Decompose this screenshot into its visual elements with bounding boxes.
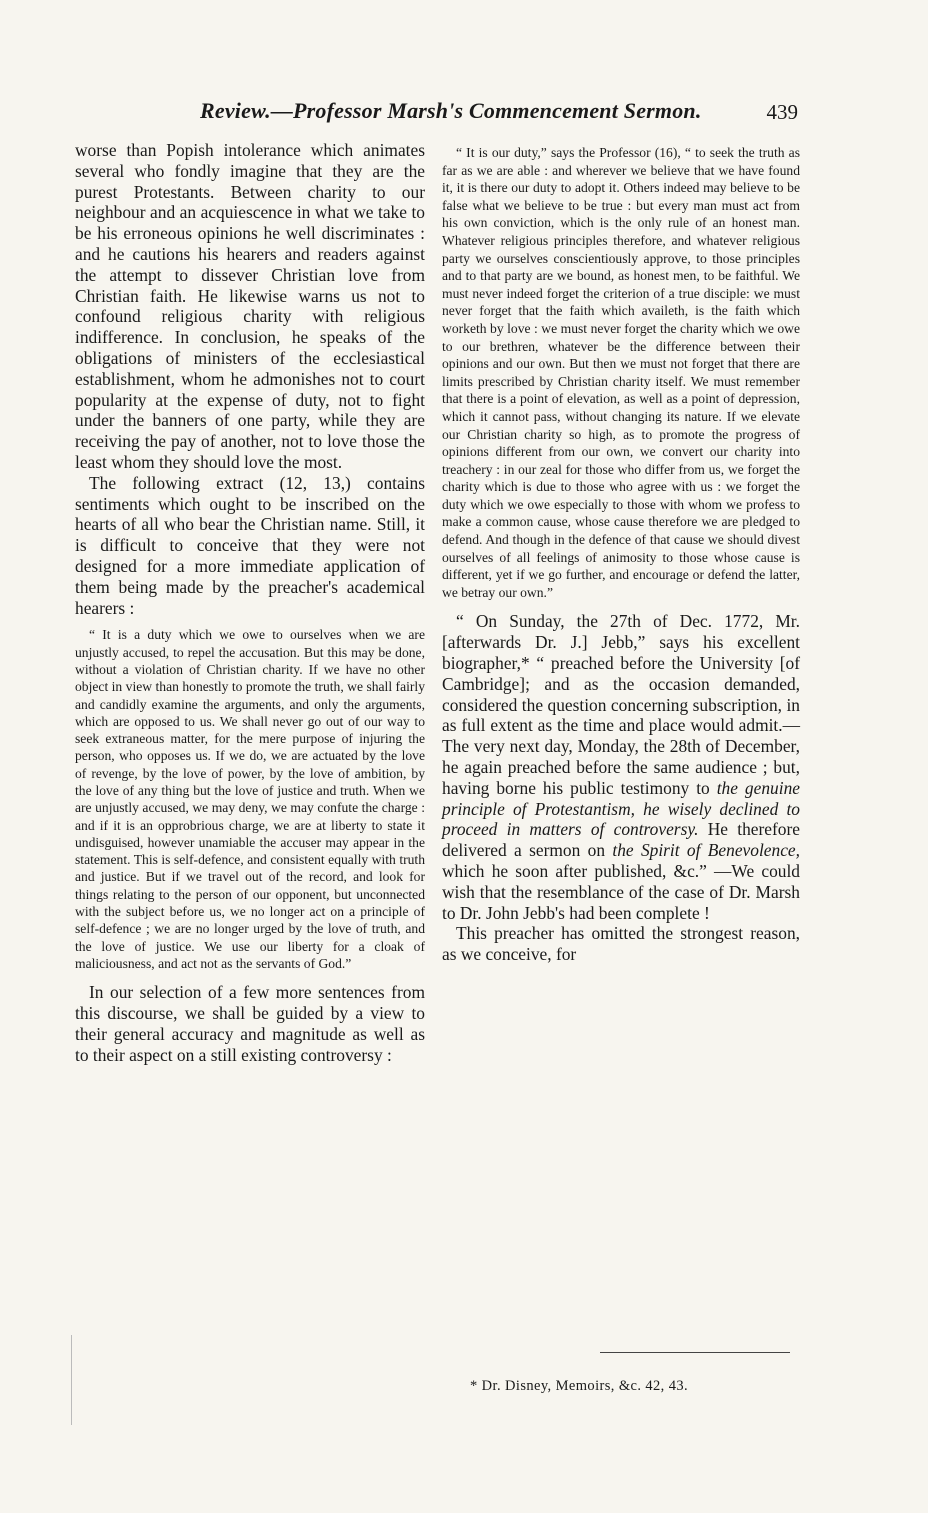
page-header <box>200 98 820 132</box>
left-paragraph-2: The following extract (12, 13,) contains sentiments which ought to be inscribed on the hearts of all who bear the Christian name. Still, it is difficult to conceive that they were not designed for a more immediate application of them being made by the preacher's academical hearers : <box>75 472 425 618</box>
left-column <box>75 140 425 1065</box>
left-block-quote: “ It is a duty which we owe to ourselves when we are unjustly accused, to repel the accusation. But this may be done, without a violation of Christian charity. If we have no other object in view than honestly to promote the truth, we shall fairly and candidly examine the arguments, and only the arguments, which are opposed to us. We shall never go out of our way to seek extraneous matter, for the mere purpose of injuring the person, who opposes us. If we do, we are actuated by the love of revenge, by the love of power, by the love of ambition, by the love of any thing but the love of justice and truth. When we are unjustly accused, we may deny, we may confute the charge : and if it is an opprobrious charge, we are at liberty to state it undisguised, however unamiable the accuser may appear in the statement. This is self-defence, and consistent equally with truth and justice. But if we travel out of the record, and look for things relating to the person of our opponent, but unconnected with the subject before us, we no longer act on a principle of self-defence ; we are no longer urged by the love of truth, and the love of justice. We use our liberty for a cloak of maliciousness, and act not as the servants of God.” <box>75 627 425 971</box>
left-paragraph-1: worse than Popish intolerance which animates several who fondly imagine that they are the purest Protestants. Between charity to our neighbour and an acquiescence in what we take to be his erroneous opinions he well discriminates : and he cautions his hearers and readers against the attempt to dissever Christian love from Christian faith. He likewise warns us not to confound religious charity with religious indifference. In conclusion, he speaks of the obligations of ministers of the ecclesiastical establishment, whom he admonishes not to court popularity at the expense of duty, not to fight under the banners of one party, while they are receiving the pay of another, not to love those the least whom they should love the most. <box>75 140 425 472</box>
right-paragraph-1-italic-a: the genuine principle of Protestantism, he wisely declined to proceed in matters of controversy. <box>442 777 800 840</box>
running-title: Review.—Professor Marsh's Commencement Sermon. <box>200 98 702 123</box>
right-paragraph-1 <box>442 611 800 923</box>
footnote-rule <box>600 1352 790 1353</box>
margin-line <box>71 1335 72 1425</box>
left-paragraph-3: In our selection of a few more sentences from this discourse, we shall be guided by a view to their general accuracy and magnitude as well as to their aspect on a still existing controversy : <box>75 982 425 1065</box>
right-paragraph-2: This preacher has omitted the strongest reason, as we conceive, for <box>442 923 800 965</box>
right-paragraph-1-tail: which he soon after published, &c.” —We could wish that the resemblance of the case of Dr. Marsh to Dr. John Jebb's had been complete ! <box>442 861 800 923</box>
right-block-quote: “ It is our duty,” says the Professor (16), “ to seek the truth as far as we are able : and wherever we believe that we have found it, it is there our duty to adopt it. Others indeed may believe to be false what we believe to be true : but every man must act from his own conviction, which is the only rule of an honest man. Whatever religious principles therefore, and whatever religious party we ourselves conscientiously approve, to those principles and to that party are we bound, as honest men, to be faithful. We must never indeed forget the criterion of a true disciple: we must never forget that the faith which availeth, is the faith which worketh by love : we must never forget the charity which we owe to our brethren, whatever be the difference between their opinions and our own. But then we must not forget that there are limits prescribed by Christian charity itself. We must remember that there is a point of elevation, as well as a point of depression, which it cannot pass, without changing its nature. If we elevate our Christian charity so high, as to promote the progress of opinions different from our own, we convert our charity into treachery : in our zeal for those who differ from us, we forget the charity which is due to those who agree with us : we forget the duty which we owe especially to those with whom we profess to make a common cause, whose cause therefore we are pledged to defend. And though in the defence of that cause we should divest ourselves of all feelings of animosity to those whose cause is different, yet if we go further, and encourage or defend the latter, we betray our own.” <box>442 145 800 600</box>
footnote: * Dr. Disney, Memoirs, &c. 42, 43. <box>470 1378 689 1394</box>
page-number: 439 <box>766 100 798 124</box>
right-column <box>442 144 800 965</box>
right-paragraph-1-italic-b: the Spirit of Benevolence, <box>612 840 800 861</box>
right-paragraph-1-lead: “ On Sunday, the 27th of Dec. 1772, Mr. [afterwards Dr. J.] Jebb,” says his excellent biographer,* “ preached before the University [of Cambridge]; and as the occasion demanded, considered the question concerning subscription, in as full extent as the time and place would admit.—The very next day, Monday, the 28th of December, he again preached before the same audience ; but, having borne his public testimony to <box>442 611 800 798</box>
right-paragraph-1-mid: He therefore delivered a sermon on <box>442 819 800 861</box>
